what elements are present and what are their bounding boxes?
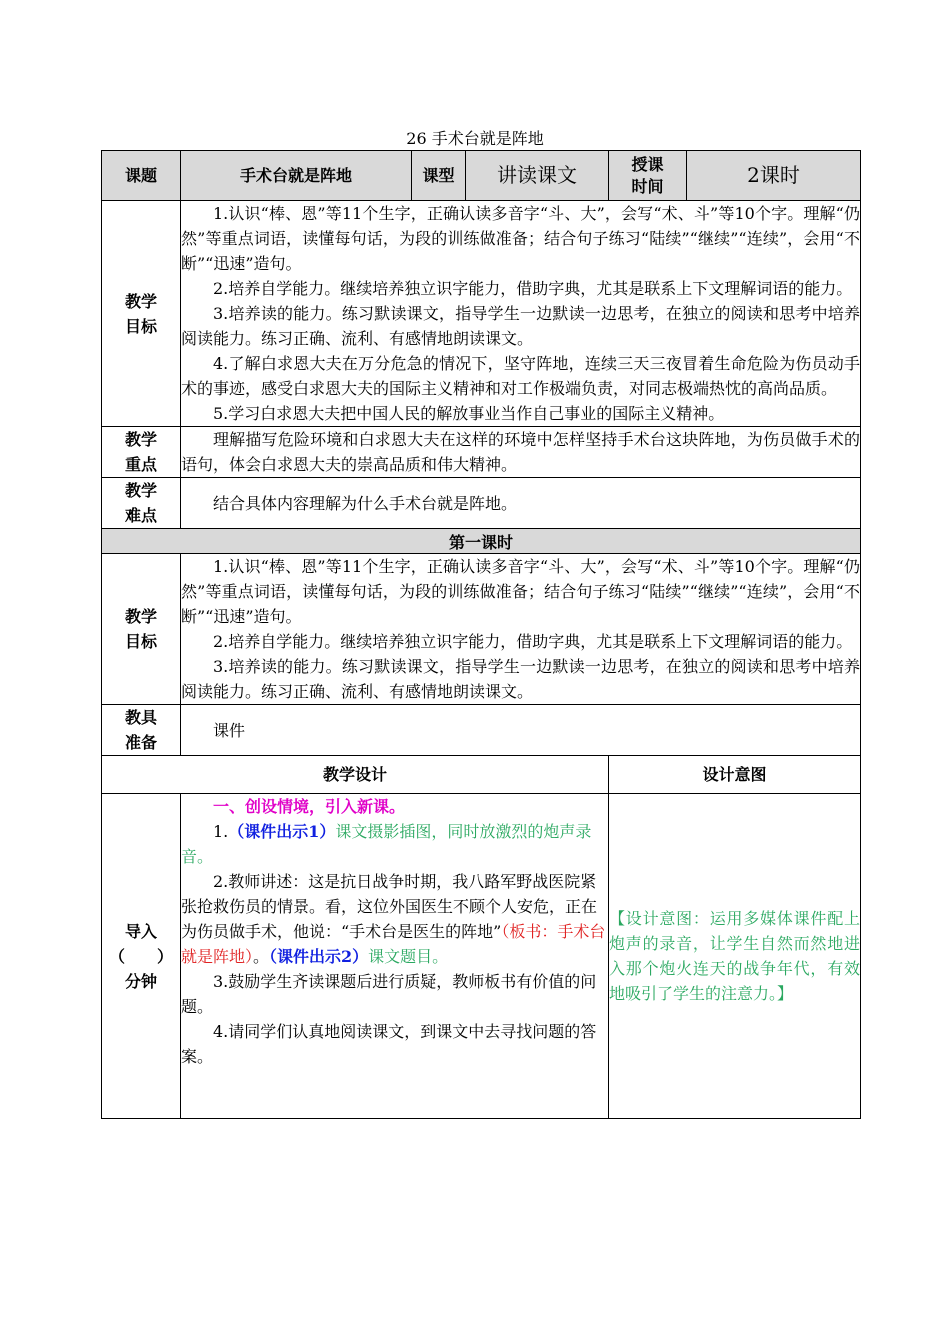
tools-label: [102, 705, 181, 756]
lesson1-goal-item: 2.培养自学能力。继续培养独立识字能力，借助字典，尤其是联系上下文理解词语的能力。: [213, 632, 853, 651]
lesson1-goals-row: [102, 554, 861, 705]
goal-item: 2.培养自学能力。继续培养独立识字能力，借助字典，尤其是联系上下文理解词语的能力。: [213, 279, 853, 298]
tools-label-line1: 教具: [124, 708, 157, 727]
intent-column-header: 设计意图: [609, 756, 861, 794]
lesson1-goal-item: 3.培养读的能力。练习默读课文，指导学生一边默读一边思考，在独立的阅读和思考中培养阅读能力。练习正确、流利、有感情地朗读课文。: [181, 657, 860, 701]
goal-item: 3.培养读的能力。练习默读课文，指导学生一边默读一边思考，在独立的阅读和思考中培养阅读能力。练习正确、流利、有感情地朗读课文。: [181, 304, 860, 348]
step2-period: 。: [253, 947, 270, 966]
difficulties-label-line1: 教学: [124, 481, 157, 500]
lesson1-goals-content: [181, 554, 861, 705]
key-points-row: [102, 427, 861, 478]
difficulties-row: [102, 478, 861, 529]
goal-item: 4.了解白求恩大夫在万分危急的情况下，坚守阵地，连续三天三夜冒着生命危险为伤员动手术的事迹，感受白求恩大夫的国际主义精神和对工作极端负责，对同志极端热忱的高尚品质。: [181, 354, 860, 398]
key-points-text: 理解描写危险环境和白求恩大夫在这样的环境中怎样坚持手术台这块阵地，为伤员做手术的语句，体会白求恩大夫的崇高品质和伟大精神。: [181, 430, 860, 474]
courseware-tag-1: （课件出示1）: [228, 822, 336, 841]
design-header-row: [102, 756, 861, 794]
lesson1-title: 第一课时: [102, 529, 861, 554]
label-time: [609, 151, 687, 201]
blackboard-note: （板书：手术台就是阵地）: [181, 922, 606, 966]
difficulties-label: [102, 478, 181, 529]
intro-stage-line2: （ ）: [108, 946, 173, 966]
header-row: [102, 151, 861, 201]
design-column-header: 教学设计: [102, 756, 609, 794]
topic-value: 手术台就是阵地: [181, 151, 412, 201]
key-points-content: [181, 427, 861, 478]
lesson1-goals-label-line2: 目标: [124, 632, 157, 651]
lesson1-goals-label-line1: 教学: [124, 607, 157, 626]
intro-step-1: [181, 819, 608, 869]
key-points-label-line2: 重点: [124, 455, 157, 474]
label-time-line2: 时间: [631, 176, 664, 196]
intro-step-3: 3.鼓励学生齐读课题后进行质疑，教师板书有价值的问题。: [181, 972, 597, 1016]
step1-courseware-text: 课文摄影插图，同时放激烈的炮声录音。: [181, 822, 592, 866]
difficulties-text: 结合具体内容理解为什么手术台就是阵地。: [213, 493, 518, 513]
difficulties-content: [181, 478, 861, 529]
lesson1-goal-item: 1.认识“棒、恩”等11个生字，正确认读多音字“斗、大”，会写“术、斗”等10个字。理解“仍然”等重点词语，读懂每句话，为段的训练做准备；结合句子练习“陆续”“继续”“连续”，会用“不断”“迅速”造句。: [181, 557, 860, 626]
intro-row: [102, 794, 861, 1119]
step2-text: 2.教师讲述：这是抗日战争时期，我八路军野战医院紧张抢救伤员的情景。看，这位外国医生不顾个人安危，正在为伤员做手术，他说：“手术台是医生的阵地”: [181, 872, 598, 941]
goals-content: [181, 201, 861, 427]
goals-label-line2: 目标: [124, 316, 157, 336]
goals-label: [102, 201, 181, 427]
intro-stage-line3: 分钟: [124, 971, 157, 991]
intro-intent-content: 【设计意图：运用多媒体课件配上炮声的录音，让学生自然而然地进入那个炮火连天的战争年代，有效地吸引了学生的注意力。】: [609, 794, 861, 1119]
difficulties-label-line2: 难点: [124, 506, 157, 525]
intro-stage-label: [102, 794, 181, 1119]
goals-label-line1: 教学: [124, 291, 157, 311]
tools-row: [102, 705, 861, 756]
tools-label-line2: 准备: [124, 733, 157, 752]
key-points-label-line1: 教学: [124, 430, 157, 449]
step2-courseware-text: 课文题目。: [368, 947, 449, 966]
label-time-line1: 授课: [631, 154, 664, 174]
goal-item: 5.学习白求恩大夫把中国人民的解放事业当作自己事业的国际主义精神。: [213, 404, 725, 423]
document-title: 26 手术台就是阵地: [406, 129, 544, 148]
tools-content: [181, 705, 861, 756]
label-type: 课型: [412, 151, 466, 201]
time-value: 2课时: [687, 151, 861, 201]
goals-row: [102, 201, 861, 427]
lesson1-bar: [102, 529, 861, 554]
courseware-tag-2: （课件出示2）: [269, 947, 369, 966]
lesson1-goals-label: [102, 554, 181, 705]
tools-text: 课件: [213, 720, 246, 740]
intro-step-4: 4.请同学们认真地阅读课文，到课文中去寻找问题的答案。: [181, 1022, 597, 1066]
intro-stage-line1: 导入: [124, 921, 157, 941]
intro-heading: 一、创设情境，引入新课。: [213, 797, 406, 816]
goal-item: 1.认识“棒、恩”等11个生字，正确认读多音字“斗、大”，会写“术、斗”等10个字。理解“仍然”等重点词语，读懂每句话，为段的训练做准备；结合句子练习“陆续”“继续”“连续”，会用“不断”“迅速”造句。: [181, 204, 860, 273]
key-points-label: [102, 427, 181, 478]
intro-step-2: [181, 869, 608, 969]
step1-number: 1.: [213, 822, 229, 841]
type-value: 讲读课文: [466, 151, 609, 201]
intro-design-content: [181, 794, 609, 1119]
label-topic: 课题: [102, 151, 181, 201]
lesson-plan-table: [101, 150, 861, 1119]
